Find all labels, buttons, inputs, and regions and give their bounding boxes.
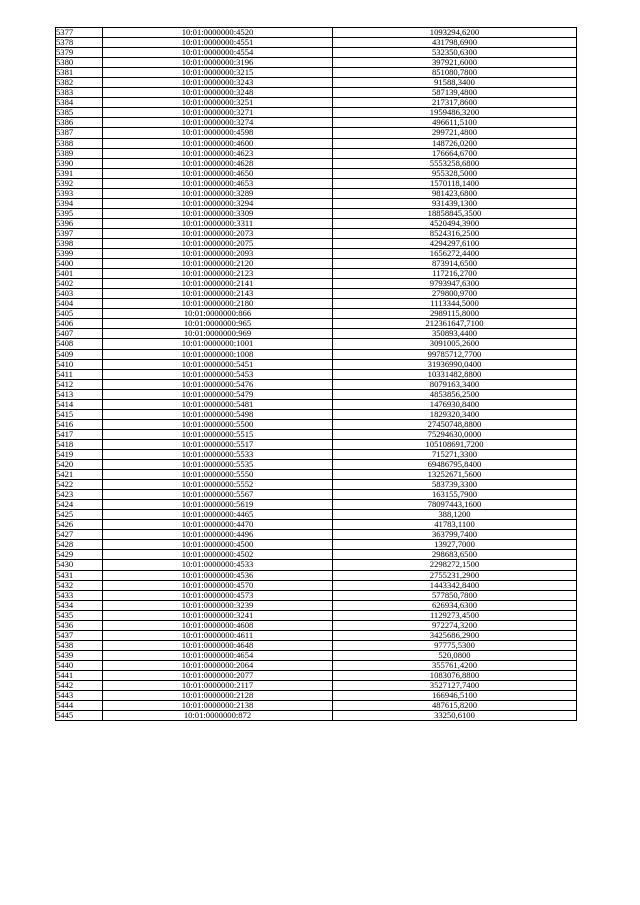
table-row [56, 460, 577, 470]
amount-cell: 487615,8200 [333, 701, 577, 711]
cadastral-number-cell: 10:01:0000000:5451 [103, 359, 333, 369]
row-number-cell: 5393 [56, 188, 103, 198]
table-row [56, 449, 577, 459]
amount-cell: 3091005,2600 [333, 339, 577, 349]
row-number-cell: 5419 [56, 449, 103, 459]
cadastral-number-cell: 10:01:0000000:5476 [103, 379, 333, 389]
table-row [56, 681, 577, 691]
table-row [56, 600, 577, 610]
amount-cell: 1570118,1400 [333, 178, 577, 188]
amount-cell: 166946,5100 [333, 691, 577, 701]
cadastral-number-cell: 10:01:0000000:4554 [103, 48, 333, 58]
amount-cell: 41783,1100 [333, 520, 577, 530]
cadastral-number-cell: 10:01:0000000:2073 [103, 228, 333, 238]
table-row [56, 78, 577, 88]
amount-cell: 163155,7900 [333, 490, 577, 500]
cadastral-number-cell: 10:01:0000000:3215 [103, 68, 333, 78]
table-row [56, 158, 577, 168]
cadastral-number-cell: 10:01:0000000:5619 [103, 500, 333, 510]
cadastral-number-cell: 10:01:0000000:2138 [103, 701, 333, 711]
row-number-cell: 5435 [56, 610, 103, 620]
row-number-cell: 5404 [56, 299, 103, 309]
cadastral-number-cell: 10:01:0000000:5552 [103, 480, 333, 490]
amount-cell: 1656272,4400 [333, 249, 577, 259]
row-number-cell: 5406 [56, 319, 103, 329]
row-number-cell: 5432 [56, 580, 103, 590]
table-row [56, 550, 577, 560]
row-number-cell: 5428 [56, 540, 103, 550]
row-number-cell: 5430 [56, 560, 103, 570]
row-number-cell: 5377 [56, 28, 103, 38]
row-number-cell: 5387 [56, 128, 103, 138]
row-number-cell: 5423 [56, 490, 103, 500]
cadastral-number-cell: 10:01:0000000:3311 [103, 218, 333, 228]
table-row [56, 28, 577, 38]
table-row [56, 88, 577, 98]
cadastral-number-cell: 10:01:0000000:4600 [103, 138, 333, 148]
cadastral-number-cell: 10:01:0000000:3294 [103, 198, 333, 208]
table-row [56, 530, 577, 540]
amount-cell: 8524316,2500 [333, 228, 577, 238]
amount-cell: 212361647,7100 [333, 319, 577, 329]
row-number-cell: 5395 [56, 208, 103, 218]
amount-cell: 148726,0200 [333, 138, 577, 148]
table-row [56, 98, 577, 108]
amount-cell: 298683,6500 [333, 550, 577, 560]
row-number-cell: 5384 [56, 98, 103, 108]
amount-cell: 1829320,3400 [333, 409, 577, 419]
cadastral-number-cell: 10:01:0000000:4608 [103, 620, 333, 630]
row-number-cell: 5426 [56, 520, 103, 530]
cadastral-number-cell: 10:01:0000000:3248 [103, 88, 333, 98]
row-number-cell: 5390 [56, 158, 103, 168]
row-number-cell: 5439 [56, 650, 103, 660]
amount-cell: 532350,6300 [333, 48, 577, 58]
cadastral-number-cell: 10:01:0000000:4598 [103, 128, 333, 138]
table-row [56, 329, 577, 339]
cadastral-number-cell: 10:01:0000000:5550 [103, 470, 333, 480]
amount-cell: 583739,3300 [333, 480, 577, 490]
amount-cell: 117216,2700 [333, 269, 577, 279]
cadastral-number-cell: 10:01:0000000:4648 [103, 640, 333, 650]
table-row [56, 590, 577, 600]
row-number-cell: 5437 [56, 630, 103, 640]
row-number-cell: 5388 [56, 138, 103, 148]
cadastral-number-cell: 10:01:0000000:969 [103, 329, 333, 339]
cadastral-number-cell: 10:01:0000000:1008 [103, 349, 333, 359]
cadastral-number-cell: 10:01:0000000:5481 [103, 399, 333, 409]
cadastral-number-cell: 10:01:0000000:4570 [103, 580, 333, 590]
table-row [56, 570, 577, 580]
row-number-cell: 5421 [56, 470, 103, 480]
row-number-cell: 5422 [56, 480, 103, 490]
amount-cell: 955328,5000 [333, 168, 577, 178]
table-row [56, 520, 577, 530]
table-row [56, 620, 577, 630]
row-number-cell: 5427 [56, 530, 103, 540]
cadastral-number-cell: 10:01:0000000:4551 [103, 38, 333, 48]
amount-cell: 13927,7000 [333, 540, 577, 550]
row-number-cell: 5379 [56, 48, 103, 58]
table-row [56, 640, 577, 650]
table-row [56, 540, 577, 550]
amount-cell: 8079163,3400 [333, 379, 577, 389]
cadastral-number-cell: 10:01:0000000:5517 [103, 439, 333, 449]
amount-cell: 176664,6700 [333, 148, 577, 158]
row-number-cell: 5380 [56, 58, 103, 68]
cadastral-number-cell: 10:01:0000000:3271 [103, 108, 333, 118]
table-row [56, 279, 577, 289]
cadastral-number-cell: 10:01:0000000:4465 [103, 510, 333, 520]
amount-cell: 5553258,6800 [333, 158, 577, 168]
table-row [56, 389, 577, 399]
amount-cell: 97775,5300 [333, 640, 577, 650]
cadastral-number-cell: 10:01:0000000:2120 [103, 259, 333, 269]
table-row [56, 359, 577, 369]
cadastral-number-cell: 10:01:0000000:5533 [103, 449, 333, 459]
table-row [56, 188, 577, 198]
table-row [56, 178, 577, 188]
row-number-cell: 5409 [56, 349, 103, 359]
table-row [56, 138, 577, 148]
amount-cell: 431798,6900 [333, 38, 577, 48]
table-row [56, 168, 577, 178]
amount-cell: 78097443,1600 [333, 500, 577, 510]
amount-cell: 363799,7400 [333, 530, 577, 540]
amount-cell: 217317,8600 [333, 98, 577, 108]
amount-cell: 3425686,2900 [333, 630, 577, 640]
cadastral-number-cell: 10:01:0000000:3309 [103, 208, 333, 218]
table-row [56, 148, 577, 158]
table-row [56, 691, 577, 701]
table-row [56, 660, 577, 670]
amount-cell: 587139,4800 [333, 88, 577, 98]
row-number-cell: 5440 [56, 660, 103, 670]
table-row [56, 701, 577, 711]
cadastral-number-cell: 10:01:0000000:2064 [103, 660, 333, 670]
row-number-cell: 5420 [56, 460, 103, 470]
amount-cell: 3527127,7400 [333, 681, 577, 691]
table-row [56, 299, 577, 309]
table-row [56, 379, 577, 389]
table-row [56, 339, 577, 349]
cadastral-number-cell: 10:01:0000000:2123 [103, 269, 333, 279]
table-row [56, 289, 577, 299]
table-row [56, 108, 577, 118]
table-row [56, 68, 577, 78]
amount-cell: 1093294,6200 [333, 28, 577, 38]
row-number-cell: 5424 [56, 500, 103, 510]
table-row [56, 309, 577, 319]
amount-cell: 299721,4800 [333, 128, 577, 138]
cadastral-number-cell: 10:01:0000000:4611 [103, 630, 333, 640]
row-number-cell: 5381 [56, 68, 103, 78]
cadastral-number-cell: 10:01:0000000:5515 [103, 429, 333, 439]
cadastral-number-cell: 10:01:0000000:872 [103, 711, 333, 721]
data-table [55, 27, 577, 721]
cadastral-number-cell: 10:01:0000000:4496 [103, 530, 333, 540]
cadastral-number-cell: 10:01:0000000:4502 [103, 550, 333, 560]
cadastral-number-cell: 10:01:0000000:4533 [103, 560, 333, 570]
cadastral-number-cell: 10:01:0000000:866 [103, 309, 333, 319]
table-row [56, 500, 577, 510]
cadastral-number-cell: 10:01:0000000:2117 [103, 681, 333, 691]
amount-cell: 13252671,5600 [333, 470, 577, 480]
amount-cell: 981423,6800 [333, 188, 577, 198]
row-number-cell: 5441 [56, 671, 103, 681]
row-number-cell: 5431 [56, 570, 103, 580]
table-row [56, 650, 577, 660]
cadastral-number-cell: 10:01:0000000:3239 [103, 600, 333, 610]
table-row [56, 208, 577, 218]
row-number-cell: 5398 [56, 238, 103, 248]
amount-cell: 1113344,5000 [333, 299, 577, 309]
row-number-cell: 5403 [56, 289, 103, 299]
row-number-cell: 5436 [56, 620, 103, 630]
table-row [56, 238, 577, 248]
cadastral-number-cell: 10:01:0000000:3289 [103, 188, 333, 198]
cadastral-number-cell: 10:01:0000000:4623 [103, 148, 333, 158]
table-row [56, 218, 577, 228]
amount-cell: 91588,3400 [333, 78, 577, 88]
table-row [56, 269, 577, 279]
cadastral-number-cell: 10:01:0000000:4628 [103, 158, 333, 168]
table-row [56, 580, 577, 590]
cadastral-number-cell: 10:01:0000000:4653 [103, 178, 333, 188]
amount-cell: 33250,6100 [333, 711, 577, 721]
cadastral-number-cell: 10:01:0000000:2093 [103, 249, 333, 259]
row-number-cell: 5394 [56, 198, 103, 208]
amount-cell: 496611,5100 [333, 118, 577, 128]
amount-cell: 520,0800 [333, 650, 577, 660]
table-row [56, 439, 577, 449]
row-number-cell: 5429 [56, 550, 103, 560]
amount-cell: 626934,6300 [333, 600, 577, 610]
table-row [56, 560, 577, 570]
amount-cell: 851080,7800 [333, 68, 577, 78]
row-number-cell: 5389 [56, 148, 103, 158]
amount-cell: 577850,7800 [333, 590, 577, 600]
row-number-cell: 5434 [56, 600, 103, 610]
row-number-cell: 5438 [56, 640, 103, 650]
row-number-cell: 5410 [56, 359, 103, 369]
cadastral-number-cell: 10:01:0000000:4500 [103, 540, 333, 550]
cadastral-number-cell: 10:01:0000000:4650 [103, 168, 333, 178]
cadastral-number-cell: 10:01:0000000:2143 [103, 289, 333, 299]
amount-cell: 4853856,2500 [333, 389, 577, 399]
amount-cell: 1443342,8400 [333, 580, 577, 590]
table-row [56, 630, 577, 640]
table-row [56, 369, 577, 379]
row-number-cell: 5399 [56, 249, 103, 259]
row-number-cell: 5385 [56, 108, 103, 118]
amount-cell: 279800,9700 [333, 289, 577, 299]
cadastral-number-cell: 10:01:0000000:5535 [103, 460, 333, 470]
amount-cell: 18858845,3500 [333, 208, 577, 218]
row-number-cell: 5442 [56, 681, 103, 691]
table-row [56, 319, 577, 329]
table-row [56, 38, 577, 48]
amount-cell: 31936990,0400 [333, 359, 577, 369]
table-row [56, 711, 577, 721]
cadastral-number-cell: 10:01:0000000:2077 [103, 671, 333, 681]
row-number-cell: 5401 [56, 269, 103, 279]
cadastral-number-cell: 10:01:0000000:3274 [103, 118, 333, 128]
cadastral-number-cell: 10:01:0000000:1001 [103, 339, 333, 349]
row-number-cell: 5402 [56, 279, 103, 289]
row-number-cell: 5415 [56, 409, 103, 419]
row-number-cell: 5378 [56, 38, 103, 48]
cadastral-number-cell: 10:01:0000000:3243 [103, 78, 333, 88]
cadastral-number-cell: 10:01:0000000:5500 [103, 419, 333, 429]
cadastral-number-cell: 10:01:0000000:4470 [103, 520, 333, 530]
amount-cell: 715271,3300 [333, 449, 577, 459]
table-row [56, 58, 577, 68]
row-number-cell: 5397 [56, 228, 103, 238]
row-number-cell: 5413 [56, 389, 103, 399]
table-row [56, 470, 577, 480]
amount-cell: 350893,4400 [333, 329, 577, 339]
row-number-cell: 5407 [56, 329, 103, 339]
cadastral-number-cell: 10:01:0000000:2180 [103, 299, 333, 309]
cadastral-number-cell: 10:01:0000000:3196 [103, 58, 333, 68]
table-row [56, 671, 577, 681]
row-number-cell: 5433 [56, 590, 103, 600]
table-row [56, 510, 577, 520]
table-row [56, 228, 577, 238]
cadastral-number-cell: 10:01:0000000:4536 [103, 570, 333, 580]
table-row [56, 249, 577, 259]
cadastral-number-cell: 10:01:0000000:2141 [103, 279, 333, 289]
amount-cell: 931439,1300 [333, 198, 577, 208]
amount-cell: 1476930,8400 [333, 399, 577, 409]
row-number-cell: 5382 [56, 78, 103, 88]
cadastral-number-cell: 10:01:0000000:5479 [103, 389, 333, 399]
amount-cell: 1959486,3200 [333, 108, 577, 118]
table-row [56, 429, 577, 439]
cadastral-number-cell: 10:01:0000000:5453 [103, 369, 333, 379]
cadastral-number-cell: 10:01:0000000:4520 [103, 28, 333, 38]
table-row [56, 610, 577, 620]
row-number-cell: 5411 [56, 369, 103, 379]
cadastral-number-cell: 10:01:0000000:3251 [103, 98, 333, 108]
amount-cell: 2989115,8000 [333, 309, 577, 319]
table-row [56, 399, 577, 409]
amount-cell: 4294297,6100 [333, 238, 577, 248]
table-row [56, 409, 577, 419]
row-number-cell: 5412 [56, 379, 103, 389]
cadastral-number-cell: 10:01:0000000:5498 [103, 409, 333, 419]
row-number-cell: 5416 [56, 419, 103, 429]
row-number-cell: 5414 [56, 399, 103, 409]
amount-cell: 1129273,4500 [333, 610, 577, 620]
amount-cell: 355761,4200 [333, 660, 577, 670]
row-number-cell: 5383 [56, 88, 103, 98]
cadastral-number-cell: 10:01:0000000:4573 [103, 590, 333, 600]
row-number-cell: 5417 [56, 429, 103, 439]
row-number-cell: 5405 [56, 309, 103, 319]
amount-cell: 9793947,6300 [333, 279, 577, 289]
table-row [56, 128, 577, 138]
cadastral-number-cell: 10:01:0000000:965 [103, 319, 333, 329]
amount-cell: 69486795,8400 [333, 460, 577, 470]
amount-cell: 2755231,2900 [333, 570, 577, 580]
amount-cell: 27450748,8800 [333, 419, 577, 429]
table-row [56, 480, 577, 490]
row-number-cell: 5408 [56, 339, 103, 349]
amount-cell: 10331482,8800 [333, 369, 577, 379]
table-row [56, 118, 577, 128]
row-number-cell: 5445 [56, 711, 103, 721]
cadastral-number-cell: 10:01:0000000:2075 [103, 238, 333, 248]
table-row [56, 490, 577, 500]
amount-cell: 99785712,7700 [333, 349, 577, 359]
row-number-cell: 5392 [56, 178, 103, 188]
cadastral-number-cell: 10:01:0000000:5567 [103, 490, 333, 500]
amount-cell: 105108691,7200 [333, 439, 577, 449]
row-number-cell: 5391 [56, 168, 103, 178]
cadastral-number-cell: 10:01:0000000:3241 [103, 610, 333, 620]
amount-cell: 397921,6000 [333, 58, 577, 68]
cadastral-number-cell: 10:01:0000000:4654 [103, 650, 333, 660]
amount-cell: 75294630,0000 [333, 429, 577, 439]
cadastral-number-cell: 10:01:0000000:2128 [103, 691, 333, 701]
amount-cell: 4520494,3900 [333, 218, 577, 228]
amount-cell: 972274,3200 [333, 620, 577, 630]
amount-cell: 388,1200 [333, 510, 577, 520]
table-row [56, 419, 577, 429]
row-number-cell: 5400 [56, 259, 103, 269]
row-number-cell: 5425 [56, 510, 103, 520]
row-number-cell: 5396 [56, 218, 103, 228]
table-body [56, 28, 577, 721]
table-row [56, 48, 577, 58]
table-row [56, 349, 577, 359]
table-row [56, 198, 577, 208]
amount-cell: 1083076,8800 [333, 671, 577, 681]
row-number-cell: 5444 [56, 701, 103, 711]
row-number-cell: 5418 [56, 439, 103, 449]
amount-cell: 873914,6500 [333, 259, 577, 269]
table-row [56, 259, 577, 269]
row-number-cell: 5443 [56, 691, 103, 701]
amount-cell: 2298272,1500 [333, 560, 577, 570]
row-number-cell: 5386 [56, 118, 103, 128]
